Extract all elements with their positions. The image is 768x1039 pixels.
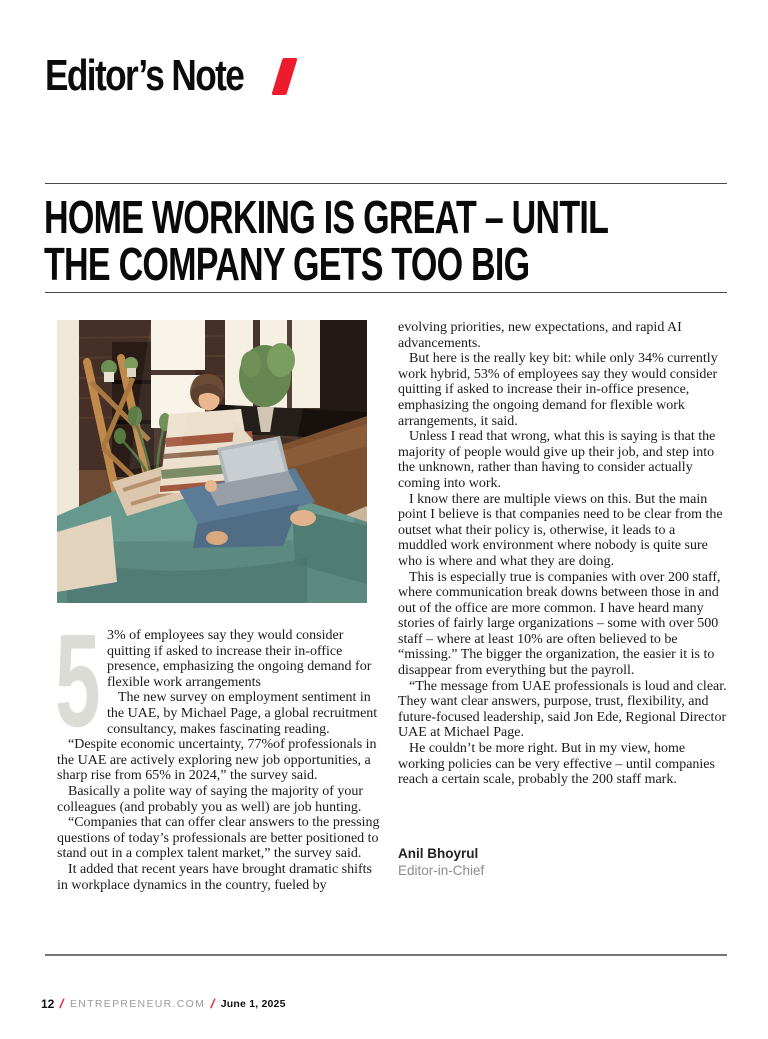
body-paragraph: “The message from UAE professionals is loud and clear. They want clear answers, purpose, trust, flexibility, and future-focused leadership, said Jon Ede, Regional Director UAE at Michael Page. [398, 678, 727, 741]
footer-slash-icon: / [209, 996, 217, 1011]
issue-date: June 1, 2025 [220, 997, 286, 1010]
divider-below-headline [45, 292, 727, 293]
editor-photo [57, 320, 367, 603]
divider-bottom [45, 954, 727, 956]
body-paragraph: Unless I read that wrong, what this is saying is that the majority of people would give up their job, and step into the unknown, rather than having to consider actually coming into work. [398, 429, 716, 491]
body-paragraph: He couldn’t be more right. But in my view, home working policies can be very effective – until companies reach a certain scale, probably the 200 staff mark. [398, 741, 715, 788]
body-paragraph: I know there are multiple views on this. But the main point I believe is that companies need to be clear from the outset what their policy is, otherwise, it leads to a muddled work environment where nobody is quite sure who is where and what they are doing. [398, 491, 723, 569]
right-column [398, 320, 727, 893]
body-paragraph: “Companies that can offer clear answers to the pressing questions of today’s professionals are better positioned to stand out in a complex talent market,” the survey said. [57, 815, 380, 862]
brand-slash-icon [271, 58, 297, 95]
signature-name: Anil Bhoyrul [398, 845, 479, 861]
signature-block [398, 846, 727, 878]
divider-top [45, 183, 727, 184]
body-paragraph: This is especially true is companies with over 200 staff, where communication break downs between those in and out of the office are more common. I have heard many stories of fairly large organizations – some with over 500 staff – where at least 10% are often believed to be “missing.” The bigger the organization, the easier it is to disappear from everything but the payroll. [398, 569, 721, 679]
headline-line-1: HOME WORKING IS GREAT – UNTIL [44, 191, 609, 243]
body-paragraph: evolving priorities, new expectations, and rapid AI advancements. [398, 320, 682, 351]
body-paragraph: It added that recent years have brought dramatic shifts in workplace dynamics in the country, fueled by [57, 861, 372, 893]
left-column [57, 320, 380, 893]
page-number: 12 [41, 996, 55, 1011]
publication-name: ENTREPRENEUR.COM [69, 997, 206, 1010]
body-paragraph: The new survey on employment sentiment in the UAE, by Michael Page, a global recruitment consultancy, makes fascinating reading. [107, 690, 378, 737]
body-paragraph: But here is the really key bit: while only 34% currently work hybrid, 53% of employees say they would consider quitting if asked to increase their in-office presence, emphasizing the ongoing demand for flexible work arrangements, it said. [398, 351, 718, 429]
drop-cap: 5 [55, 607, 101, 754]
body-paragraph: “Despite economic uncertainty, 77%of professionals in the UAE are actively exploring new job opportunities, a sharp rise from 65% in 2024,” the survey said. [57, 737, 377, 784]
body-paragraph: Basically a polite way of saying the majority of your colleagues (and probably you as well) are job hunting. [57, 783, 364, 815]
section-title: Editor’s Note [45, 51, 244, 100]
headline-line-2: THE COMPANY GETS TOO BIG [44, 238, 530, 290]
masthead [45, 51, 292, 100]
signature-role: Editor-in-Chief [398, 862, 485, 878]
article-headline [44, 191, 609, 290]
footer-slash-icon: / [58, 996, 66, 1011]
lead-paragraph-block [55, 607, 380, 893]
page-footer [41, 996, 286, 1011]
article-body [57, 320, 727, 893]
body-paragraph: 3% of employees say they would consider quitting if asked to increase their in-office presence, emphasizing the ongoing demand for flexible work arrangements [107, 628, 372, 690]
photo-illustration [57, 320, 367, 603]
